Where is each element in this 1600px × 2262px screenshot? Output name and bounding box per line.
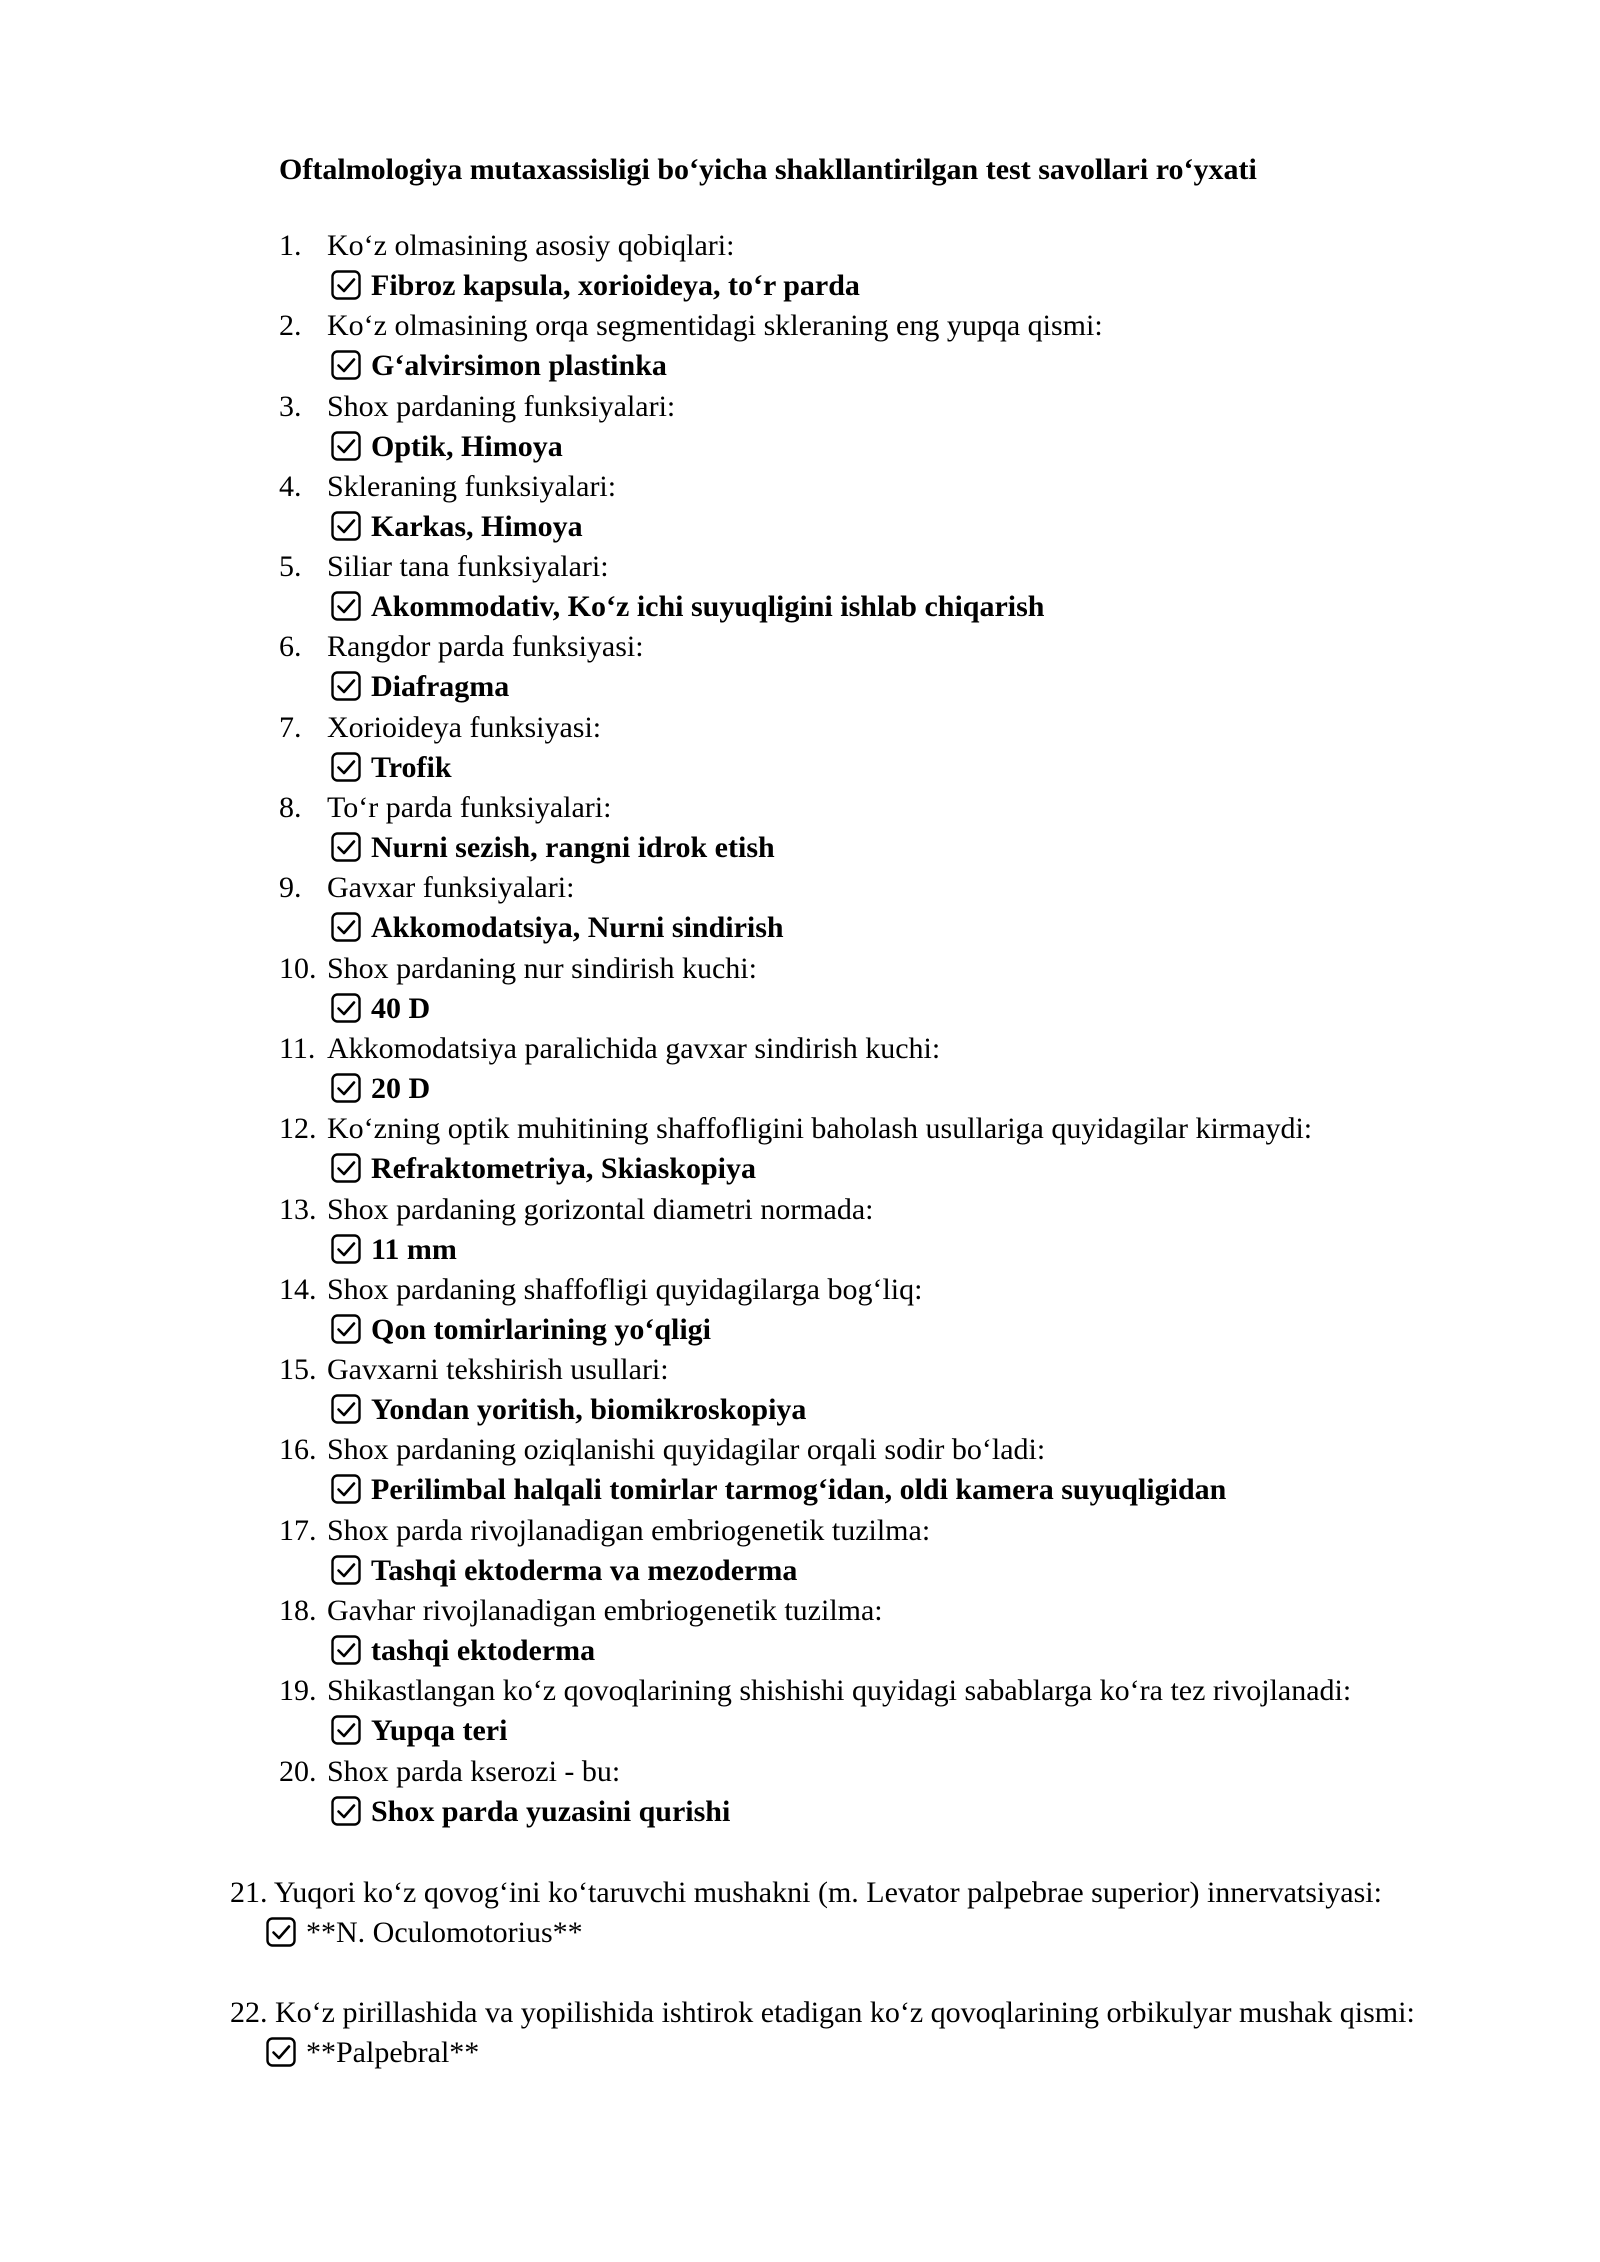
question-number: 9.: [279, 871, 302, 905]
question-text: Akkomodatsiya paralichida gavxar sindirish kuchi:: [327, 1031, 941, 1065]
question-text: Shox parda kserozi - bu:: [327, 1754, 621, 1788]
question-text: 21. Yuqori ko‘z qovog‘ini ko‘taruvchi mushakni (m. Levator palpebrae superior) innervatsiyasi:: [230, 1876, 1382, 1909]
answer-text: **Palpebral**: [306, 2036, 480, 2069]
answer-text: Trofik: [371, 750, 452, 784]
question-item: [0, 1511, 1600, 1591]
question-text: To‘r parda funksiyalari:: [327, 791, 612, 825]
question-text: Ko‘z olmasining asosiy qobiqlari:: [327, 229, 735, 262]
question-text: Shox pardaning oziqlanishi quyidagilar orqali sodir bo‘ladi:: [327, 1433, 1046, 1467]
answer-text: Diafragma: [371, 670, 510, 704]
checkbox-checked-icon: [331, 1234, 361, 1264]
question-text: Xorioideya funksiyasi:: [327, 710, 602, 744]
question-number: 2.: [279, 309, 302, 343]
question-text: Siliar tana funksiyalari:: [327, 550, 609, 584]
question-line: [279, 1190, 874, 1230]
checkbox-checked-icon: [266, 2037, 296, 2067]
question-line: [279, 868, 574, 908]
checkbox-checked-icon: [266, 1917, 296, 1947]
question-line: [279, 387, 675, 427]
answer-line: [331, 1390, 806, 1430]
answer-text: Fibroz kapsula, xorioideya, to‘r parda: [371, 269, 860, 302]
question-number: 1.: [279, 229, 302, 262]
question-text: Shox pardaning shaffofligi quyidagilarga bog‘liq:: [327, 1272, 923, 1306]
question-item: [0, 547, 1600, 627]
question-item: [0, 1270, 1600, 1350]
checkbox-checked-icon: [331, 832, 361, 862]
checkbox-checked-icon: [331, 1153, 361, 1183]
answer-text: 40 D: [371, 991, 431, 1025]
question-line: [279, 788, 611, 828]
question-number: 3.: [279, 389, 302, 423]
question-line: [279, 547, 609, 587]
question-line: [279, 226, 734, 266]
question-line: [279, 1270, 922, 1310]
checkbox-checked-icon: [331, 752, 361, 782]
question-item: [0, 1671, 1600, 1751]
question-item: [0, 708, 1600, 788]
question-text: Gavxarni tekshirish usullari:: [327, 1353, 669, 1387]
question-number: 4.: [279, 469, 302, 503]
question-line: [279, 1109, 1312, 1149]
question-item: [0, 1109, 1600, 1189]
checkbox-checked-icon: [331, 1073, 361, 1103]
answer-text: Yondan yoritish, biomikroskopiya: [371, 1393, 807, 1427]
checkbox-checked-icon: [331, 1635, 361, 1665]
question-item: [0, 1029, 1600, 1109]
answer-text: Akommodativ, Ko‘z ichi suyuqligini ishlab chiqarish: [371, 590, 1045, 624]
checkbox-checked-icon: [331, 1715, 361, 1745]
checkbox-checked-icon: [331, 1314, 361, 1344]
question-item: [0, 1591, 1600, 1671]
question-number: 18.: [279, 1594, 317, 1628]
answer-line: [331, 1551, 797, 1591]
answer-line: [331, 828, 775, 868]
answer-text: Qon tomirlarining yo‘qligi: [371, 1312, 712, 1346]
question-item-22: [230, 1993, 1520, 2073]
question-line: [279, 1511, 930, 1551]
answer-line: [331, 1149, 756, 1189]
answer-line: [331, 1230, 457, 1270]
checkbox-checked-icon: [331, 671, 361, 701]
question-number: 5.: [279, 550, 302, 584]
question-line: [279, 708, 601, 748]
question-number: 7.: [279, 710, 302, 744]
checkbox-checked-icon: [331, 511, 361, 541]
answer-text: Perilimbal halqali tomirlar tarmog‘idan, oldi kamera suyuqligidan: [371, 1473, 1227, 1507]
question-item: [0, 226, 1600, 306]
answer-line: [331, 427, 563, 467]
answer-text: G‘alvirsimon plastinka: [371, 349, 667, 383]
checkbox-checked-icon: [331, 912, 361, 942]
answer-text: Nurni sezish, rangni idrok etish: [371, 831, 775, 865]
question-line: [279, 1671, 1351, 1711]
answer-line: [266, 1913, 1520, 1953]
checkbox-checked-icon: [331, 591, 361, 621]
question-number: 10.: [279, 951, 317, 985]
question-item: [0, 1430, 1600, 1510]
answer-line: [331, 266, 860, 306]
question-line: [279, 1029, 940, 1069]
question-item: [0, 788, 1600, 868]
question-line: [279, 467, 616, 507]
question-number: 16.: [279, 1433, 317, 1467]
answer-line: [331, 908, 784, 948]
question-text: Skleraning funksiyalari:: [327, 469, 617, 503]
question-number: 6.: [279, 630, 302, 664]
answer-text: **N. Oculomotorius**: [306, 1916, 583, 1949]
answer-line: [331, 748, 452, 788]
answer-line: [331, 1470, 1226, 1510]
question-line: [279, 949, 757, 989]
question-text: Shikastlangan ko‘z qovoqlarining shishishi quyidagi sabablarga ko‘ra tez rivojlanadi:: [327, 1674, 1352, 1708]
answer-line: [331, 507, 583, 547]
question-item: [0, 627, 1600, 707]
checkbox-checked-icon: [331, 1555, 361, 1585]
question-line: [279, 306, 1103, 346]
answer-text: Tashqi ektoderma va mezoderma: [371, 1553, 798, 1587]
answer-line: [331, 1792, 730, 1832]
question-text: Shox pardaning nur sindirish kuchi:: [327, 951, 757, 985]
answer-text: 20 D: [371, 1071, 431, 1105]
answer-text: tashqi ektoderma: [371, 1634, 596, 1668]
question-text: Shox pardaning funksiyalari:: [327, 389, 676, 423]
question-number: 8.: [279, 791, 302, 825]
checkbox-checked-icon: [331, 431, 361, 461]
question-line: [279, 1430, 1045, 1470]
answer-line: [331, 989, 430, 1029]
checkbox-checked-icon: [331, 1474, 361, 1504]
question-number: 13.: [279, 1192, 317, 1226]
question-item: [0, 467, 1600, 547]
checkbox-checked-icon: [331, 350, 361, 380]
question-item: [0, 1350, 1600, 1430]
question-item: [0, 306, 1600, 386]
question-item: [0, 1190, 1600, 1270]
question-line: [279, 1591, 883, 1631]
question-text: Rangdor parda funksiyasi:: [327, 630, 644, 664]
answer-text: Karkas, Himoya: [371, 509, 583, 543]
question-line: [279, 627, 644, 667]
checkbox-checked-icon: [331, 270, 361, 300]
question-text: Gavxar funksiyalari:: [327, 871, 575, 905]
question-number: 11.: [279, 1031, 316, 1065]
question-text: 22. Ko‘z pirillashida va yopilishida ishtirok etadigan ko‘z qovoqlarining orbikulyar mushak qismi:: [230, 1996, 1415, 2029]
answer-text: Akkomodatsiya, Nurni sindirish: [371, 911, 784, 945]
question-number: 12.: [279, 1112, 317, 1146]
answer-line: [331, 1631, 595, 1671]
answer-line: [266, 2033, 1520, 2073]
answer-line: [331, 667, 509, 707]
question-text: Shox parda rivojlanadigan embriogenetik tuzilma:: [327, 1513, 931, 1547]
question-number: 19.: [279, 1674, 317, 1708]
answer-text: Refraktometriya, Skiaskopiya: [371, 1152, 756, 1186]
answer-text: Shox parda yuzasini qurishi: [371, 1794, 731, 1828]
question-text: Gavhar rivojlanadigan embriogenetik tuzilma:: [327, 1594, 883, 1628]
answer-line: [331, 1310, 711, 1350]
answer-text: 11 mm: [371, 1232, 457, 1266]
question-item-21: [230, 1873, 1520, 1953]
question-line: [279, 1350, 669, 1390]
question-number: 20.: [279, 1754, 317, 1788]
question-number: 14.: [279, 1272, 317, 1306]
answer-line: [331, 1069, 430, 1109]
question-item: [0, 868, 1600, 948]
answer-line: [331, 587, 1045, 627]
answer-text: Optik, Himoya: [371, 429, 563, 463]
question-line: [279, 1752, 620, 1792]
question-item: [0, 387, 1600, 467]
question-item: [0, 949, 1600, 1029]
question-text: Ko‘z olmasining orqa segmentidagi skleraning eng yupqa qismi:: [327, 309, 1103, 343]
answer-line: [331, 1711, 507, 1751]
checkbox-checked-icon: [331, 1394, 361, 1424]
checkbox-checked-icon: [331, 993, 361, 1023]
question-list: [0, 226, 1600, 1832]
checkbox-checked-icon: [331, 1796, 361, 1826]
question-text: Shox pardaning gorizontal diametri normada:: [327, 1192, 874, 1226]
question-item: [0, 1752, 1600, 1832]
answer-text: Yupqa teri: [371, 1714, 508, 1748]
question-number: 15.: [279, 1353, 317, 1387]
question-text: Ko‘zning optik muhitining shaffofligini baholash usullariga quyidagilar kirmaydi:: [327, 1112, 1313, 1146]
document-title: Oftalmologiya mutaxassisligi bo‘yicha shakllantirilgan test savollari ro‘yxati: [279, 153, 1257, 186]
question-number: 17.: [279, 1513, 317, 1547]
answer-line: [331, 346, 667, 386]
